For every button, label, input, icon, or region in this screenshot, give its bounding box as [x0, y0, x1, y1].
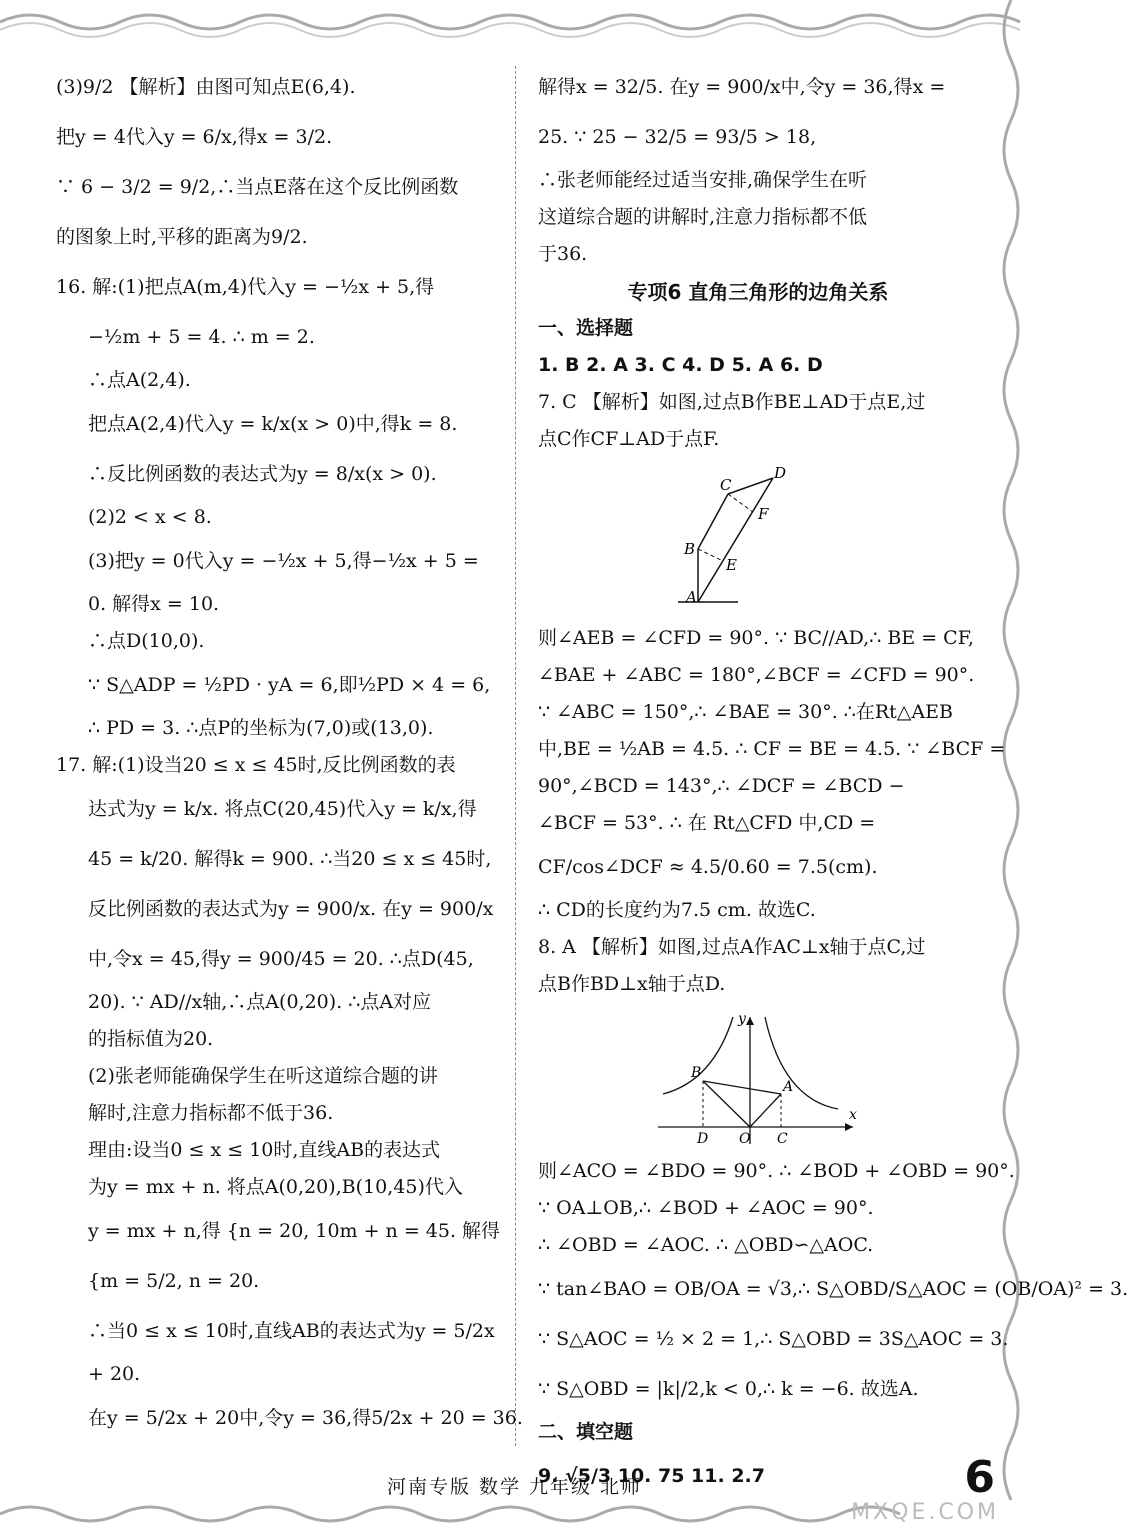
label-D: D — [697, 1131, 709, 1147]
label-D: D — [774, 464, 787, 482]
fill-answers-line: 9. √5/3 10. 75 11. 2.7 — [538, 1464, 765, 1487]
text-line: −½m + 5 = 4. ∴ m = 2. — [88, 325, 315, 348]
text-line: 为y = mx + n. 将点A(0,20),B(10,45)代入 — [88, 1176, 463, 1198]
right-column — [538, 62, 1128, 1501]
part-heading: 二、填空题 — [538, 1421, 634, 1443]
label-B: B — [691, 1065, 702, 1081]
section-title: 专项6 直角三角形的边角关系 — [627, 279, 889, 304]
text-line: ∴点D(10,0). — [88, 630, 205, 652]
text-line: 达式为y = k/x. 将点C(20,45)代入y = k/x,得 — [88, 797, 477, 820]
text-line: ∴点A(2,4). — [88, 369, 191, 391]
right-wavy-border — [989, 0, 1029, 1536]
text-line: 解得x = 32/5. 在y = 900/x中,令y = 36,得x = — [538, 75, 946, 98]
text-line: ∠BCF = 53°. ∴ 在 Rt△CFD 中,CD = — [538, 812, 876, 834]
text-line: + 20. — [88, 1363, 141, 1385]
text-line: (3)9/2 【解析】由图可知点E(6,4). — [56, 75, 356, 98]
text-line: 20). ∵ AD//x轴,∴点A(0,20). ∴点A对应 — [88, 991, 432, 1013]
text-line: 中,BE = ½AB = 4.5. ∴ CF = BE = 4.5. ∵ ∠BCF = — [538, 738, 1006, 760]
text-line: ∵ tan∠BAO = OB/OA = √3,∴ S△OBD/S△AOC = (OB/OA)² = 3. — [538, 1277, 1128, 1300]
text-line: 45 = k/20. 解得k = 900. ∴当20 ≤ x ≤ 45时, — [88, 847, 492, 870]
text-line: 点C作CF⊥AD于点F. — [538, 428, 720, 450]
text-line: 理由:设当0 ≤ x ≤ 10时,直线AB的表达式 — [88, 1139, 441, 1161]
part-heading: 一、选择题 — [538, 317, 634, 339]
answers-line: 1. B 2. A 3. C 4. D 5. A 6. D — [538, 354, 823, 376]
text-line: ∠BAE + ∠ABC = 180°,∠BCF = ∠CFD = 90°. — [538, 664, 975, 686]
text-line: CF/cos∠DCF ≈ 4.5/0.60 = 7.5(cm). — [538, 855, 878, 878]
left-column — [56, 62, 523, 1443]
text-line: 16. 解:(1)把点A(m,4)代入y = −½x + 5,得 — [56, 275, 435, 298]
text-line: ∵ S△OBD = |k|/2,k < 0,∴ k = −6. 故选A. — [538, 1377, 919, 1400]
text-line: (3)把y = 0代入y = −½x + 5,得−½x + 5 = — [88, 549, 479, 572]
text-line: 8. A 【解析】如图,过点A作AC⊥x轴于点C,过 — [538, 936, 926, 958]
text-line: {m = 5/2, n = 20. — [88, 1269, 260, 1292]
text-line: ∴ CD的长度约为7.5 cm. 故选C. — [538, 899, 816, 921]
text-line: (2)张老师能确保学生在听这道综合题的讲 — [88, 1065, 438, 1087]
text-line: ∴张老师能经过适当安排,确保学生在听 — [538, 169, 868, 191]
text-line: 0. 解得x = 10. — [88, 593, 220, 615]
text-line: ∵ S△ADP = ½PD · yA = 6,即½PD × 4 = 6, — [88, 673, 491, 696]
text-line: (2)2 < x < 8. — [88, 506, 212, 528]
text-line: 90°,∠BCD = 143°,∴ ∠DCF = ∠BCD − — [538, 775, 905, 797]
label-x: x — [849, 1107, 857, 1123]
text-line: 点B作BD⊥x轴于点D. — [538, 973, 726, 995]
text-line: 则∠ACO = ∠BDO = 90°. ∴ ∠BOD + ∠OBD = 90°. — [538, 1160, 1015, 1182]
figure-q8 — [653, 1009, 863, 1147]
text-line: 解时,注意力指标都不低于36. — [88, 1102, 334, 1124]
text-line: 在y = 5/2x + 20中,令y = 36,得5/2x + 20 = 36. — [88, 1406, 523, 1429]
text-line: ∵ S△AOC = ½ × 2 = 1,∴ S△OBD = 3S△AOC = 3. — [538, 1327, 1009, 1350]
text-line: ∵ OA⊥OB,∴ ∠BOD + ∠AOC = 90°. — [538, 1197, 874, 1219]
text-line: ∵ 6 − 3/2 = 9/2,∴当点E落在这个反比例函数 — [56, 175, 459, 198]
label-A: A — [686, 588, 697, 606]
label-B: B — [684, 540, 696, 558]
label-O: O — [739, 1131, 751, 1147]
label-C: C — [720, 476, 732, 494]
text-line: 把点A(2,4)代入y = k/x(x > 0)中,得k = 8. — [88, 412, 458, 435]
page-footer: 河南专版 数学 九年级 北师 — [386, 1476, 643, 1498]
top-wavy-border — [0, 0, 1029, 40]
text-line: 把y = 4代入y = 6/x,得x = 3/2. — [56, 125, 333, 148]
text-line: 7. C 【解析】如图,过点B作BE⊥AD于点E,过 — [538, 391, 926, 413]
text-line: 反比例函数的表达式为y = 900/x. 在y = 900/x — [88, 897, 494, 920]
text-line: 的图象上时,平移的距离为9/2. — [56, 225, 308, 248]
text-line: ∴当0 ≤ x ≤ 10时,直线AB的表达式为y = 5/2x — [88, 1319, 495, 1342]
text-line: 这道综合题的讲解时,注意力指标都不低 — [538, 206, 868, 228]
label-y: y — [738, 1011, 746, 1027]
text-line: ∵ ∠ABC = 150°,∴ ∠BAE = 30°. ∴在Rt△AEB — [538, 701, 953, 723]
text-line: 的指标值为20. — [88, 1028, 214, 1050]
figure-q7 — [658, 464, 858, 614]
text-line: y = mx + n,得 {n = 20, 10m + n = 45. 解得 — [88, 1219, 501, 1242]
text-line: 25. ∵ 25 − 32/5 = 93/5 > 18, — [538, 125, 817, 148]
text-line: ∴反比例函数的表达式为y = 8/x(x > 0). — [88, 462, 437, 485]
text-line: 17. 解:(1)设当20 ≤ x ≤ 45时,反比例函数的表 — [56, 754, 456, 776]
text-line: ∴ PD = 3. ∴点P的坐标为(7,0)或(13,0). — [88, 717, 434, 739]
label-A: A — [783, 1079, 794, 1095]
label-C: C — [777, 1131, 788, 1147]
text-line: 中,令x = 45,得y = 900/45 = 20. ∴点D(45, — [88, 947, 474, 970]
column-divider — [515, 66, 516, 1446]
text-line: 于36. — [538, 243, 588, 265]
watermark: MXQE.COM — [851, 1500, 999, 1525]
text-line: 则∠AEB = ∠CFD = 90°. ∵ BC//AD,∴ BE = CF, — [538, 627, 974, 649]
text-line: ∴ ∠OBD = ∠AOC. ∴ △OBD∽△AOC. — [538, 1234, 874, 1256]
label-F: F — [758, 505, 769, 523]
label-E: E — [726, 556, 737, 574]
page-number: 6 — [964, 1452, 995, 1503]
